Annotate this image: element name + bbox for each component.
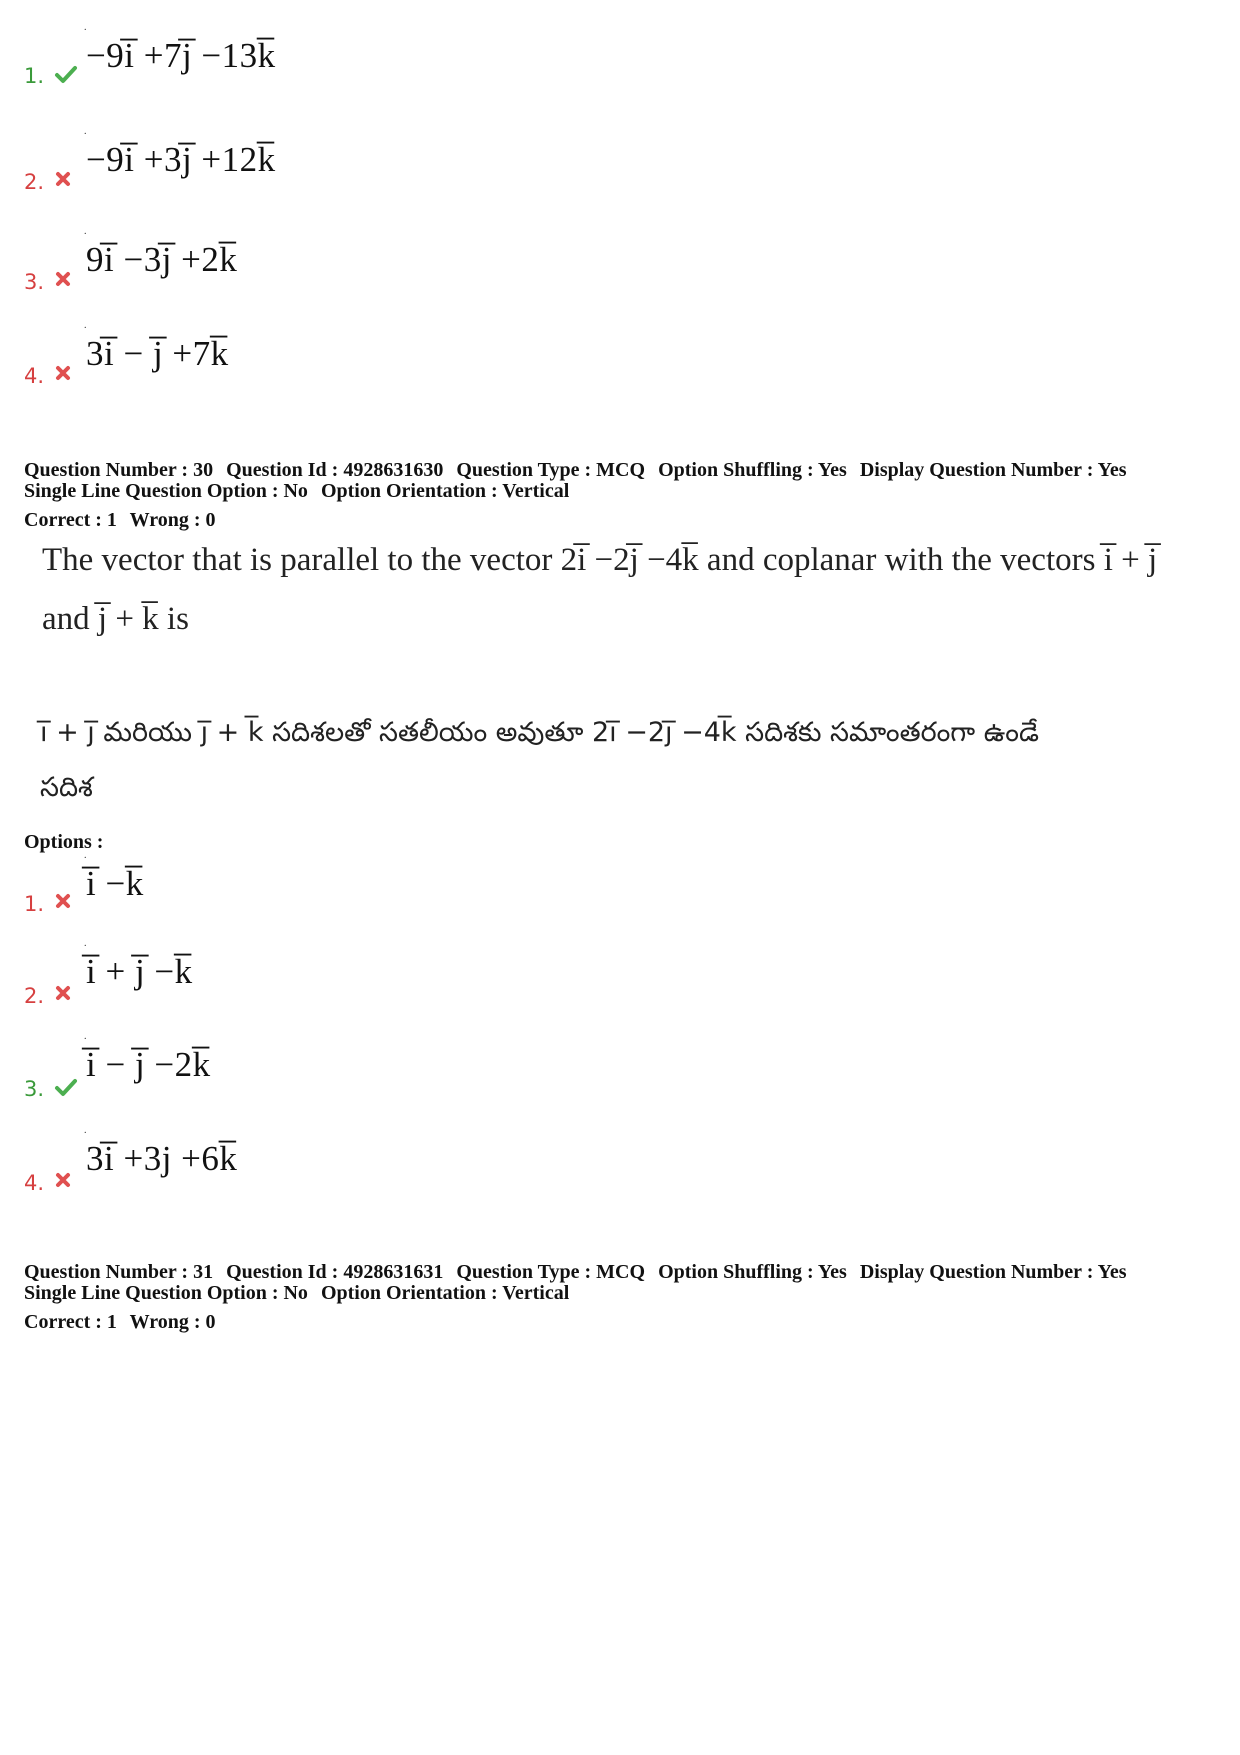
option-number: 4. [24,364,45,388]
question-number: Question Number : 30 [24,459,214,481]
check-icon [54,64,78,89]
question-30-text-line-1: The vector that is parallel to the vector 2i̅ −2j̅ −4k̅ and coplanar with the vectors i̅ + j̅ [42,542,1158,578]
cross-icon [54,892,72,915]
option-number: 3. [24,1077,45,1101]
option-number: 2. [24,984,45,1008]
option-expression: . −9i̅ +7j̅ −13k̅ [86,36,276,76]
option-orientation: Option Orientation : Vertical [320,1282,570,1304]
wrong-marks: Wrong : 0 [129,1311,216,1333]
cross-icon [54,364,72,387]
option-expression: . −9i̅ +3j̅ +12k̅ [86,140,276,180]
option-number: 4. [24,1171,45,1195]
option-number: 2. [24,170,45,194]
display-question-number: Display Question Number : Yes [859,1261,1127,1283]
option-expression: . i̅ + j̅ −k̅ [86,952,193,992]
cross-icon [54,170,72,193]
single-line-option: Single Line Question Option : No [24,1282,308,1304]
question-31-score [24,1312,224,1333]
single-line-option: Single Line Question Option : No [24,480,308,502]
cross-icon [54,1171,72,1194]
cross-icon [54,270,72,293]
option-shuffling: Option Shuffling : Yes [658,459,847,481]
display-question-number: Display Question Number : Yes [859,459,1127,481]
question-type: Question Type : MCQ [456,1261,646,1283]
question-type: Question Type : MCQ [456,459,646,481]
question-30-text-line-2: and j̅ + k̅ is [42,601,189,637]
option-number: 3. [24,270,45,294]
question-id: Question Id : 4928631630 [226,459,444,481]
option-number: 1. [24,64,45,88]
option-shuffling: Option Shuffling : Yes [658,1261,847,1283]
option-number: 1. [24,892,45,916]
correct-marks: Correct : 1 [24,509,117,531]
check-icon [54,1077,78,1102]
option-expression: . i̅ − j̅ −2k̅ [86,1045,211,1085]
wrong-marks: Wrong : 0 [129,509,216,531]
options-label: Options : [24,831,104,853]
question-30-telugu-line-2: సదిశ [40,772,93,803]
option-expression: . 3i̅ +3j +6k̅ [86,1139,237,1179]
cross-icon [54,984,72,1007]
question-31-meta-line-1 [24,1262,1135,1283]
question-30-meta-line-2 [24,481,577,502]
question-number: Question Number : 31 [24,1261,214,1283]
question-30-telugu-line-1: i̅ + j̅ మరియు j̅ + k̅ సదిశలతో సతలీయం అవుతూ 2i̅ −2j̅ −4k̅ సదిశకు సమాంతరంగా ఉండే [40,717,1039,748]
question-30-meta-line-1 [24,460,1135,481]
question-id: Question Id : 4928631631 [226,1261,444,1283]
option-expression: . 3i̅ − j̅ +7k̅ [86,334,229,374]
option-expression: . i̅ −k̅ [86,864,144,904]
correct-marks: Correct : 1 [24,1311,117,1333]
option-expression: . 9i̅ −3j̅ +2k̅ [86,240,237,280]
question-30-score [24,510,224,531]
option-orientation: Option Orientation : Vertical [320,480,570,502]
question-31-meta-line-2 [24,1283,577,1304]
